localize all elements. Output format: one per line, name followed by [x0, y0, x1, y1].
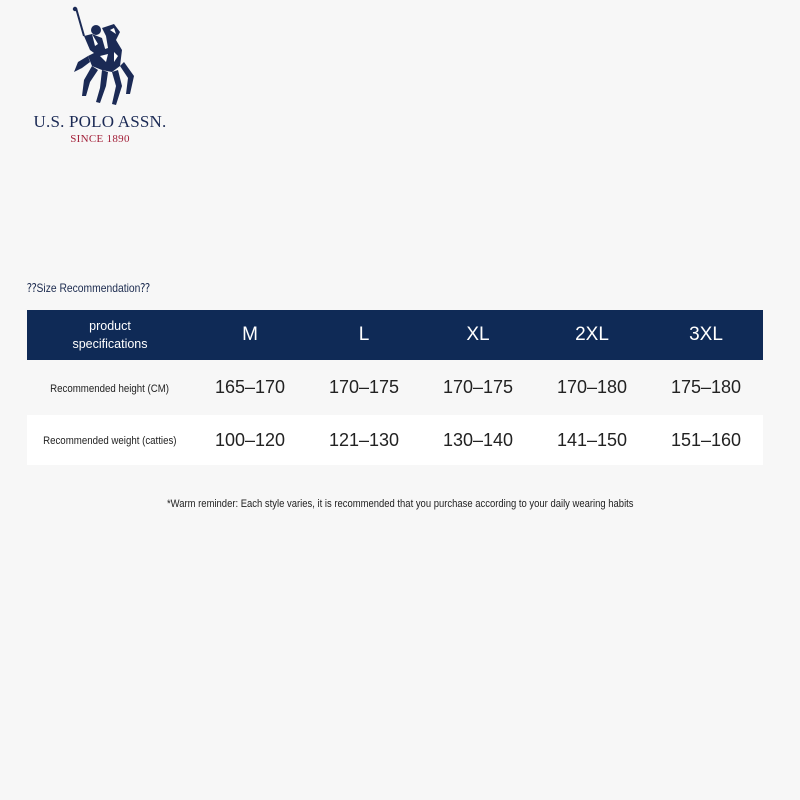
brand-logo: [20, 6, 190, 146]
brand-name: U.S. POLO ASSN.: [33, 112, 167, 131]
size-header-l: L: [358, 324, 370, 345]
section-title: ⁇Size Recommendation⁇: [27, 281, 150, 295]
table-cell: 170–175: [328, 377, 400, 397]
table-cell: 100–120: [214, 429, 286, 450]
row-label-text: Recommended weight (catties): [43, 435, 177, 447]
table-cell: 151–160: [670, 429, 742, 450]
size-header-m: M: [242, 324, 258, 345]
table-cell: 170–175: [442, 377, 514, 397]
row-label-weight: [27, 431, 193, 449]
table-row: [27, 415, 763, 465]
size-header-xl: XL: [466, 324, 490, 345]
size-header-2xl: 2XL: [575, 324, 609, 345]
table-cell: 175–180: [670, 377, 742, 397]
table-cell: 165–170: [214, 377, 286, 397]
row-label-text: Recommended height (CM): [50, 382, 170, 395]
size-table: [27, 310, 763, 465]
table-row: [27, 360, 763, 415]
polo-player-icon: [62, 6, 138, 110]
brand-since: SINCE 1890: [70, 133, 130, 145]
table-cell: 170–180: [556, 377, 628, 397]
row-label-height: [27, 379, 193, 397]
table-cell: 141–150: [556, 429, 628, 450]
table-cell: 121–130: [328, 429, 400, 450]
warm-reminder: [0, 498, 800, 510]
warm-reminder-text: *Warm reminder: Each style varies, it is recommended that you purchase according to your daily wearing habits: [166, 498, 634, 510]
size-header-3xl: 3XL: [689, 324, 723, 345]
header-label: [27, 317, 193, 353]
header-label-text: product specifications: [72, 319, 148, 351]
table-cell: 130–140: [442, 429, 514, 450]
table-header-row: [27, 310, 763, 360]
